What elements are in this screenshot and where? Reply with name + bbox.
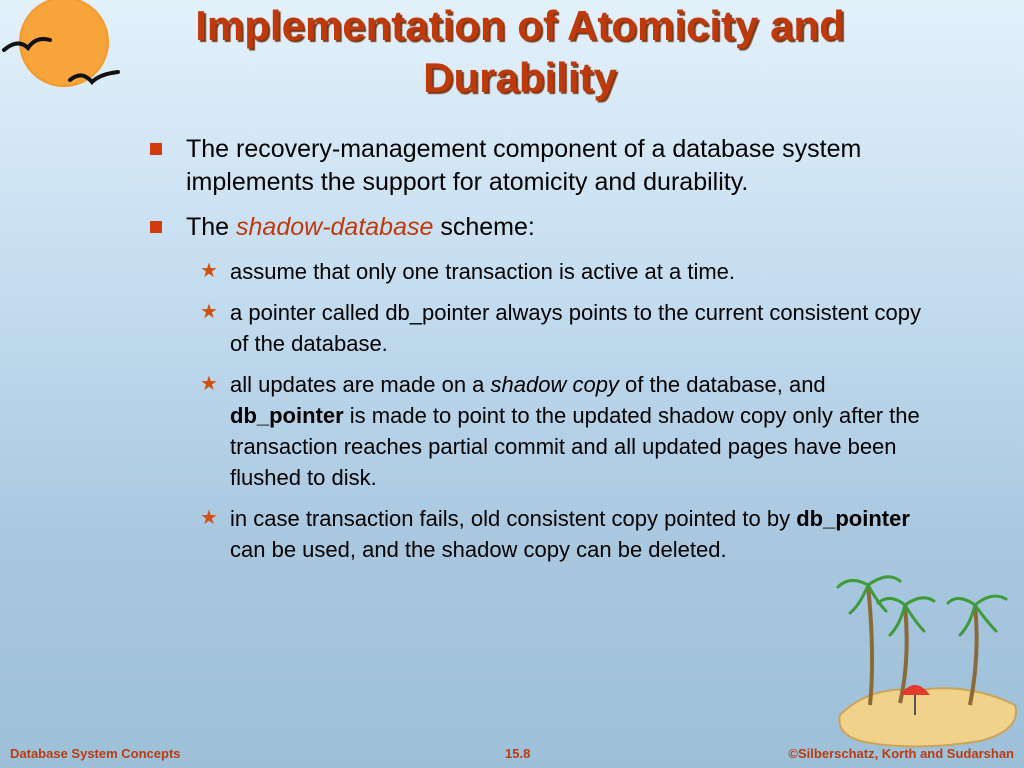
sub-bullet-item — [150, 256, 940, 287]
sub-bullet-item — [150, 369, 940, 493]
sun-with-birds-art — [0, 0, 130, 100]
db-pointer-term: db_pointer — [230, 403, 344, 428]
star-bullet-icon: ★ — [200, 301, 218, 323]
slide-title: Implementation of Atomicity and Durability — [195, 2, 845, 101]
square-bullet-icon — [150, 143, 162, 155]
square-bullet-icon — [150, 221, 162, 233]
footer-course: Database System Concepts — [10, 746, 181, 761]
palm-island-art — [830, 565, 1024, 755]
sub-bullet-item — [150, 503, 940, 565]
bullet-prefix: The — [186, 213, 237, 241]
shadow-copy-term: shadow copy — [490, 372, 619, 397]
footer — [0, 746, 1024, 766]
db-pointer-term: db_pointer — [796, 506, 910, 531]
sub-bullet-text: in case transaction fails, old consistent copy pointed to by — [230, 506, 797, 531]
sub-bullet-text: of the database, and — [618, 372, 826, 397]
sub-bullet-text: assume that only one transaction is active at a time. — [230, 259, 736, 284]
bullet-item — [150, 133, 940, 199]
bullet-text: The recovery-management component of a database system implements the support for atomicity and durability. — [186, 135, 862, 196]
sub-bullet-text: can be used, and the shadow copy can be deleted. — [230, 537, 727, 562]
star-bullet-icon: ★ — [200, 260, 218, 282]
shadow-database-term: shadow-database — [236, 213, 434, 241]
sub-bullet-text: all updates are made on a — [230, 372, 491, 397]
bullet-item — [150, 211, 940, 244]
star-bullet-icon: ★ — [200, 507, 218, 529]
footer-page-number: 15.8 — [505, 746, 531, 761]
star-bullet-icon: ★ — [200, 373, 218, 395]
sub-bullet-text: a pointer called db_pointer always points to the current consistent copy of the database. — [230, 300, 921, 356]
sub-bullet-item — [150, 297, 940, 359]
bullet-list — [150, 133, 940, 575]
bullet-suffix: scheme: — [433, 213, 535, 241]
footer-copyright: ©Silberschatz, Korth and Sudarshan — [788, 746, 1014, 761]
sub-bullet-text: is made to point to the updated shadow copy only after the transaction reaches partial commit and all updated pages have been flushed to disk. — [230, 403, 920, 490]
